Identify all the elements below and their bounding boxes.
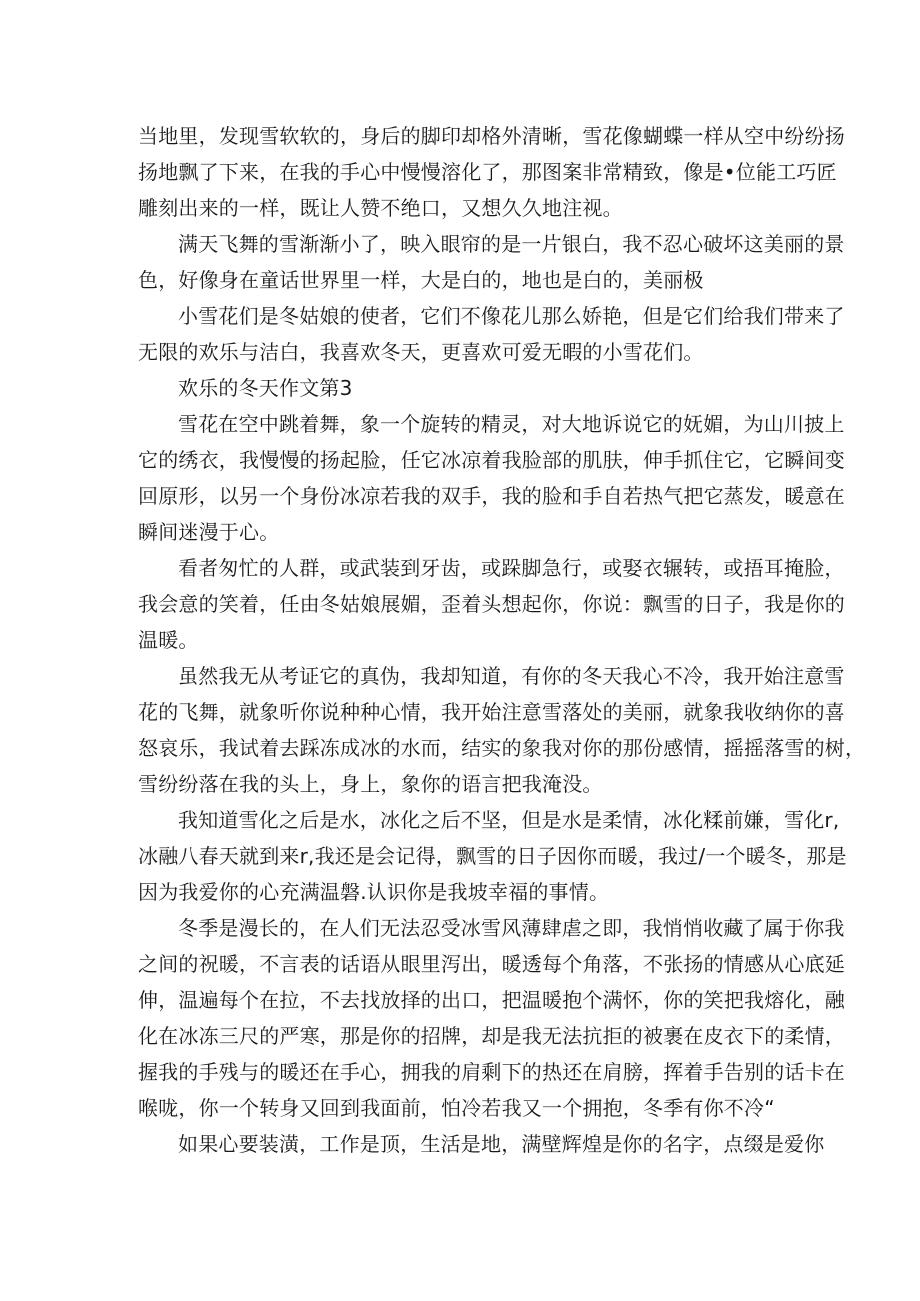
paragraph — [138, 550, 845, 658]
paragraph — [138, 226, 845, 298]
text-line: 之间的祝暖，不言表的话语从眼里泻出，暖透每个角落，不张扬的情感从心底延 — [138, 952, 845, 976]
text-line: 雪纷纷落在我的头上，身上，象你的语言把我淹没。 — [138, 772, 603, 796]
text-line: 冰融八春天就到来r,我还是会记得，飘雪的日子因你而暖，我过/一个暖冬，那是 — [138, 844, 847, 868]
text-line: 扬地飘了下来，在我的手心中慢慢溶化了，那图案非常精致，像是•位能工巧匠 — [138, 160, 837, 184]
text-line: 化在冰冻三尺的严寒，那是你的招牌，却是我无法抗拒的被裹在皮衣下的柔情， — [138, 1024, 845, 1048]
paragraph — [138, 370, 778, 406]
text-line: 怒哀乐，我试着去踩冻成冰的水而，结实的象我对你的那份感情，摇摇落雪的树， — [138, 736, 866, 760]
text-line: 欢乐的冬天作文第3 — [178, 376, 353, 400]
text-line: 无限的欢乐与洁白，我喜欢冬天，更喜欢可爱无暇的小雪花们。 — [138, 340, 704, 364]
text-line: 因为我爱你的心充满温磐.认识你是我坡幸福的事情。 — [138, 880, 610, 904]
text-line: 喉咙，你一个转身又回到我面前，怕冷若我又一个拥抱，冬季有你不冷“ — [138, 1096, 775, 1120]
paragraph — [138, 298, 845, 370]
paragraph — [138, 1126, 825, 1162]
text-line: 瞬间迷漫于心。 — [138, 520, 280, 544]
text-line: 我会意的笑着，任由冬姑娘展媚，歪着头想起你，你说：飘雪的日子，我是你的 — [138, 592, 845, 616]
text-line: 雪花在空中跳着舞，象一个旋转的精灵，对大地诉说它的妩媚，为山川披上 — [178, 412, 845, 436]
text-line: 虽然我无从考证它的真伪，我却知道，有你的冬天我心不冷，我开始注意雪 — [178, 664, 845, 688]
text-line: 冬季是漫长的，在人们无法忍受冰雪风薄肆虐之即，我悄悄收藏了属于你我 — [178, 916, 845, 940]
text-line: 它的绣衣，我慢慢的扬起脸，任它冰凉着我脸部的肌肤，伸手抓住它，它瞬间变 — [138, 448, 845, 472]
text-line: 看者匆忙的人群，或武装到牙齿，或跺脚急行，或娶衣辗转，或捂耳掩脸， — [178, 556, 845, 580]
document-body — [138, 118, 866, 1162]
text-line: 小雪花们是冬姑娘的使者，它们不像花儿那么娇艳，但是它们给我们带来了 — [178, 304, 845, 328]
paragraph — [138, 118, 845, 226]
text-line: 如果心要装潢，工作是顶，生活是地，满壁辉煌是你的名字，点缀是爱你 — [178, 1132, 825, 1156]
text-line: 色，好像身在童话世界里一样，大是白的，地也是白的，美丽极 — [138, 268, 704, 292]
paragraph — [138, 406, 845, 550]
paragraph — [138, 802, 847, 910]
text-line: 温暖。 — [138, 628, 199, 652]
text-line: 花的飞舞，就象听你说种种心情，我开始注意雪落处的美丽，就象我收纳你的喜 — [138, 700, 845, 724]
text-line: 雕刻出来的一样，既让人赞不绝口，又想久久地注视。 — [138, 196, 623, 220]
text-line: 握我的手残与的暖还在手心，拥我的肩剩下的热还在肩膀，挥着手告别的话卡在 — [138, 1060, 845, 1084]
paragraph — [138, 658, 866, 802]
text-line: 伸，温遍每个在拉，不去找放择的出口，把温暖抱个满怀，你的笑把我熔化，融 — [138, 988, 845, 1012]
text-line: 当地里，发现雪软软的，身后的脚印却格外清晰，雪花像蝴蝶一样从空中纷纷扬 — [138, 124, 845, 148]
text-line: 回原形，以另一个身份冰凉若我的双手，我的脸和手自若热气把它蒸发，暖意在 — [138, 484, 845, 508]
text-line: 我知道雪化之后是水，冰化之后不坚，但是水是柔情，冰化糅前嫌，雪化r, — [178, 808, 840, 832]
text-line: 满天飞舞的雪渐渐小了，映入眼帘的是一片银白，我不忍心破坏这美丽的景 — [178, 232, 845, 256]
paragraph — [138, 910, 845, 1126]
